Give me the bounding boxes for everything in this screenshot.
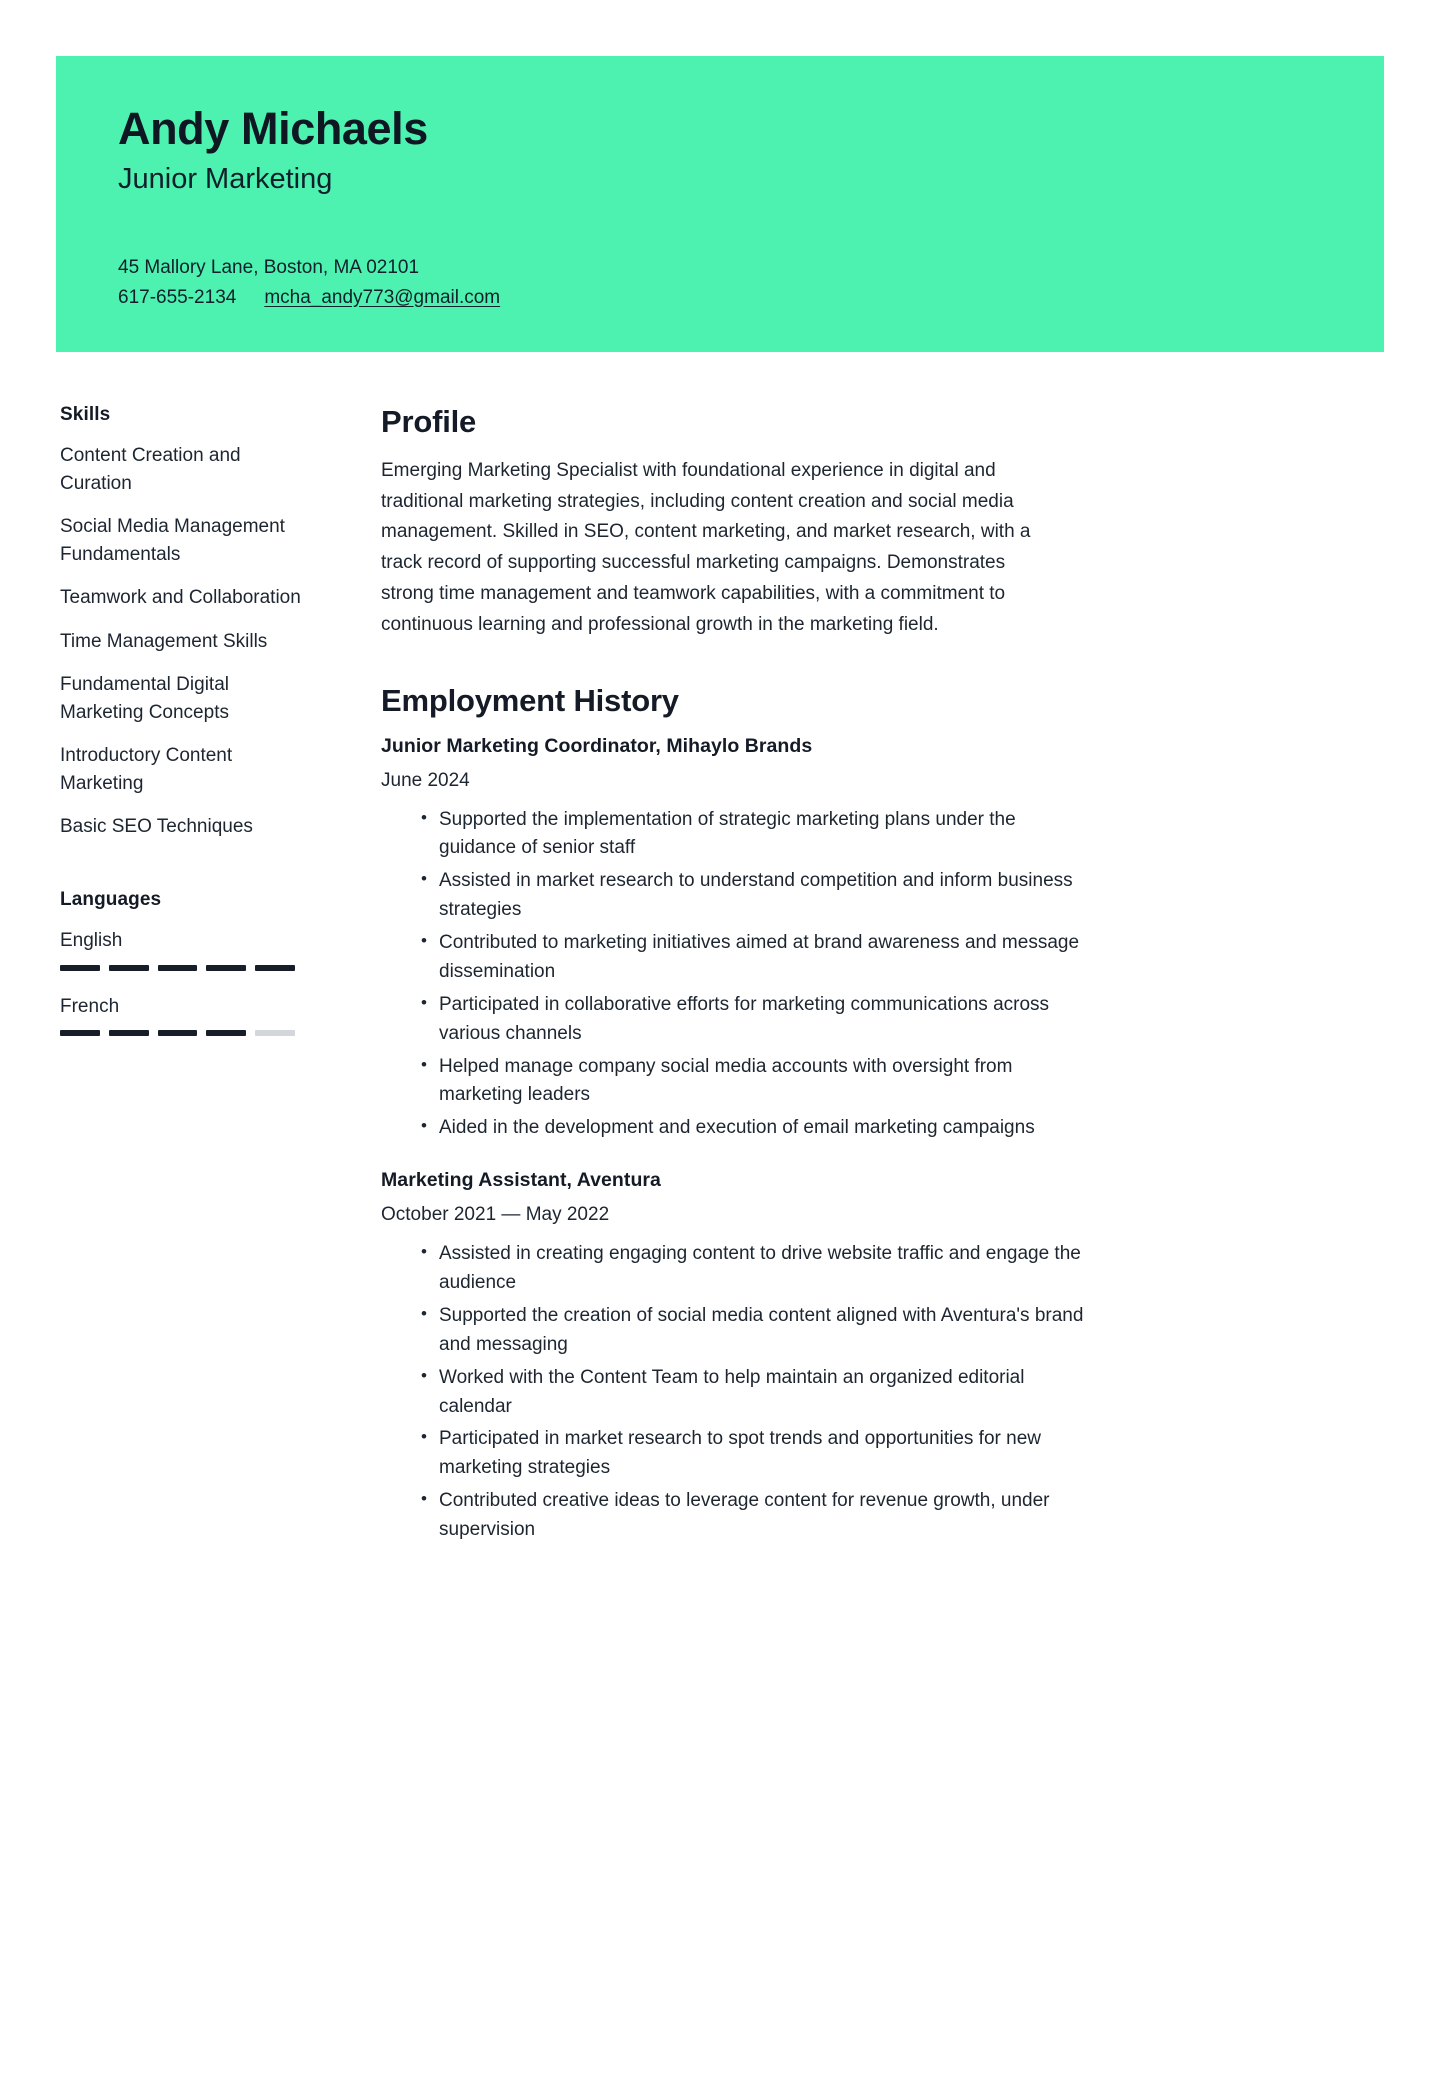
- skills-heading: Skills: [60, 403, 111, 425]
- languages-section: [60, 889, 351, 1036]
- list-item: Basic SEO Techniques: [60, 816, 253, 838]
- job-date: October 2021 — May 2022: [381, 1204, 610, 1226]
- rating-segment-filled: [109, 965, 149, 971]
- rating-segment-filled: [60, 1030, 100, 1036]
- language-rating-bar: [60, 1030, 295, 1036]
- list-item: Time Management Skills: [60, 630, 268, 652]
- rating-segment-filled: [158, 1030, 198, 1036]
- rating-segment-empty: [255, 1030, 295, 1036]
- list-item: [60, 927, 351, 971]
- job-title: Junior Marketing Coordinator, Mihaylo Brands: [381, 734, 813, 757]
- language-name: French: [60, 995, 120, 1017]
- list-item: Social Media Management Fundamentals: [60, 516, 285, 565]
- list-item: • Supported the implementation of strategic marketing plans under the guidance of senior staff: [421, 806, 1093, 864]
- profile-heading: Profile: [381, 403, 477, 439]
- contact-address: 45 Mallory Lane, Boston, MA 02101: [118, 257, 420, 279]
- list-item: [60, 993, 351, 1037]
- employment-entry: [381, 735, 1384, 1144]
- main-content: [381, 404, 1384, 1549]
- page-title: Andy Michaels: [118, 103, 428, 154]
- list-item: Teamwork and Collaboration: [60, 587, 301, 609]
- employment-section: [381, 683, 1384, 1545]
- skills-section: [60, 404, 351, 841]
- job-bullets: [381, 806, 1384, 1144]
- rating-segment-filled: [206, 1030, 246, 1036]
- list-item: • Assisted in market research to understand competition and inform business strategies: [421, 867, 1093, 925]
- employment-entry: [381, 1169, 1384, 1545]
- list-item: • Aided in the development and execution of email marketing campaigns: [421, 1114, 1093, 1143]
- rating-segment-filled: [255, 965, 295, 971]
- job-bullets: [381, 1240, 1384, 1545]
- list-item: • Supported the creation of social media content aligned with Aventura's brand and messaging: [421, 1302, 1093, 1360]
- contact-block: [118, 253, 1384, 312]
- job-title: Marketing Assistant, Aventura: [381, 1169, 661, 1192]
- contact-phone-email-line: [118, 283, 1384, 312]
- resume-page: [0, 56, 1440, 2092]
- list-item: • Worked with the Content Team to help maintain an organized editorial calendar: [421, 1364, 1093, 1422]
- list-item: • Assisted in creating engaging content to drive website traffic and engage the audience: [421, 1240, 1093, 1298]
- list-item: • Participated in collaborative efforts for marketing communications across various channels: [421, 991, 1093, 1049]
- list-item: • Contributed creative ideas to leverage content for revenue growth, under supervision: [421, 1487, 1093, 1545]
- employment-heading: Employment History: [381, 682, 679, 718]
- list-item: Content Creation and Curation: [60, 444, 241, 494]
- rating-segment-filled: [60, 965, 100, 971]
- job-date: June 2024: [381, 769, 470, 791]
- rating-segment-filled: [109, 1030, 149, 1036]
- list-item: Introductory Content Marketing: [60, 745, 233, 794]
- languages-heading: Languages: [60, 888, 162, 910]
- rating-segment-filled: [206, 965, 246, 971]
- language-rating-bar: [60, 965, 295, 971]
- profile-text: Emerging Marketing Specialist with foundational experience in digital and traditional marketing strategies, including content creation and social media management. Skilled in SEO, content marketing, and market research, with a track record of supporting successful marketing campaigns. Demonstrates strong time management and teamwork capabilities, with a commitment to continuous learning and professional growth in the marketing field.: [381, 459, 1031, 635]
- resume-header-banner: [56, 56, 1384, 352]
- contact-address-line: [118, 253, 1384, 282]
- rating-segment-filled: [158, 965, 198, 971]
- list-item: • Participated in market research to spot trends and opportunities for new marketing strategies: [421, 1425, 1093, 1483]
- sidebar: [56, 404, 381, 1036]
- contact-email-link[interactable]: mcha_andy773@gmail.com: [264, 286, 501, 308]
- language-name: English: [60, 929, 123, 951]
- list-item: • Helped manage company social media accounts with oversight from marketing leaders: [421, 1053, 1093, 1111]
- header-job-title: Junior Marketing: [118, 163, 333, 196]
- resume-body: [0, 352, 1440, 1609]
- profile-section: [381, 404, 1384, 641]
- list-item: Fundamental Digital Marketing Concepts: [60, 674, 229, 723]
- list-item: • Contributed to marketing initiatives aimed at brand awareness and message dissemination: [421, 929, 1093, 987]
- contact-phone: 617-655-2134: [118, 286, 237, 308]
